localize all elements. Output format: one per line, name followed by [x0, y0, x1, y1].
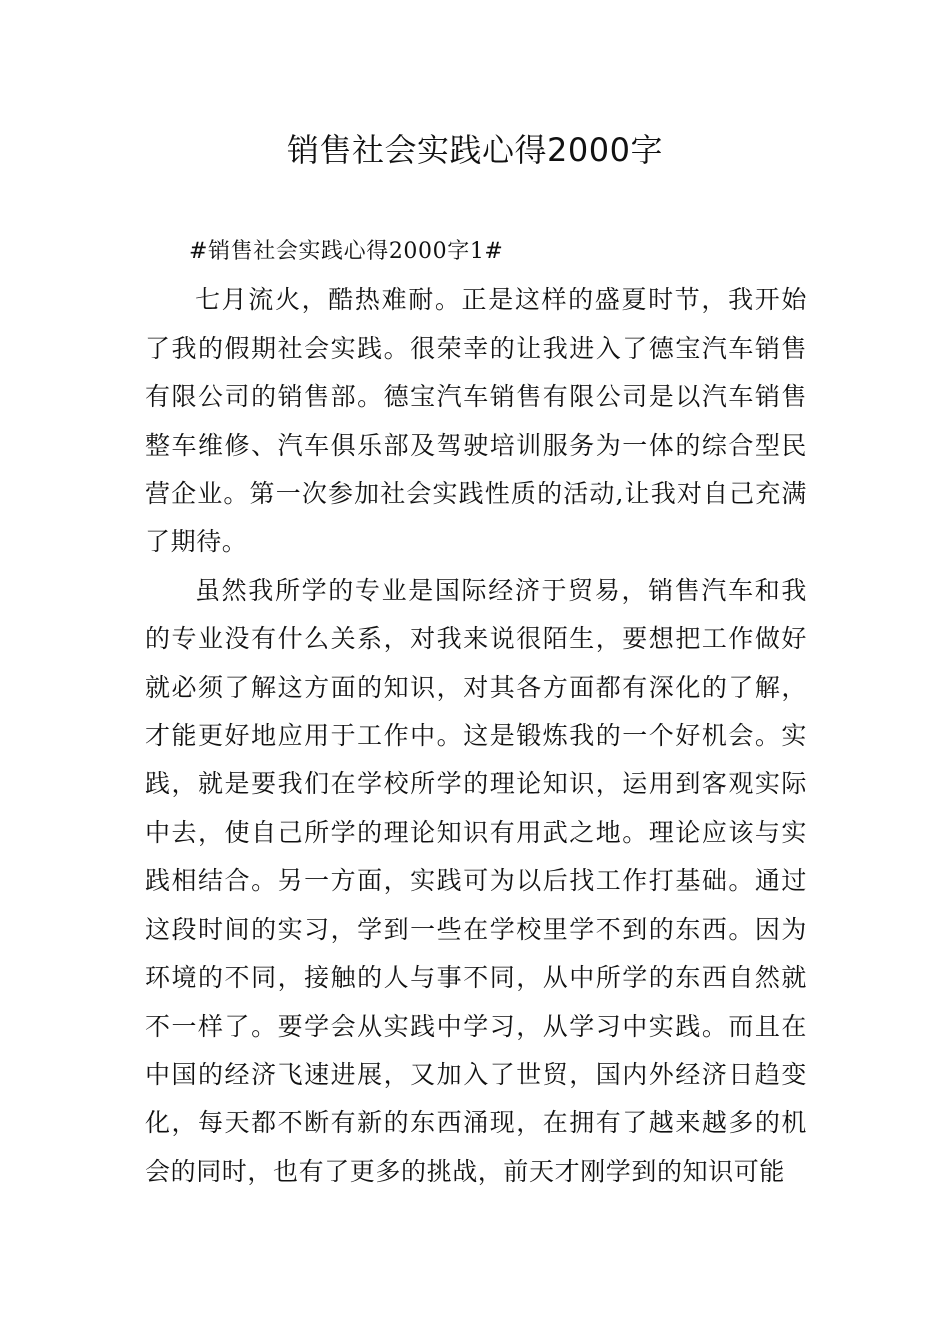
paragraph-2: 虽然我所学的专业是国际经济于贸易，销售汽车和我的专业没有什么关系，对我来说很陌生，要想把工作做好就必须了解这方面的知识，对其各方面都有深化的了解，才能更好地应用于工作中。这是锻炼我的一个好机会。实践，就是要我们在学校所学的理论知识，运用到客观实际中去，使自己所学的理论知识有用武之地。理论应该与实践相结合。另一方面，实践可为以后找工作打基础。通过这段时间的实习，学到一些在学校里学不到的东西。因为环境的不同，接触的人与事不同，从中所学的东西自然就不一样了。要学会从实践中学习，从学习中实践。而且在中国的经济飞速进展，又加入了世贸，国内外经济日趋变化，每天都不断有新的东西涌现，在拥有了越来越多的机会的同时，也有了更多的挑战，前天才刚学到的知识可能: [145, 575, 807, 1186]
document-title: 销售社会实践心得2000字: [287, 131, 663, 169]
paragraph-1: 七月流火，酷热难耐。正是这样的盛夏时节，我开始了我的假期社会实践。很荣幸的让我进入了德宝汽车销售有限公司的销售部。德宝汽车销售有限公司是以汽车销售整车维修、汽车俱乐部及驾驶培训服务为一体的综合型民营企业。第一次参加社会实践性质的活动,让我对自己充满了期待。: [145, 285, 807, 557]
document-body: [145, 228, 807, 1196]
section-heading: #销售社会实践心得2000字1#: [189, 239, 504, 264]
